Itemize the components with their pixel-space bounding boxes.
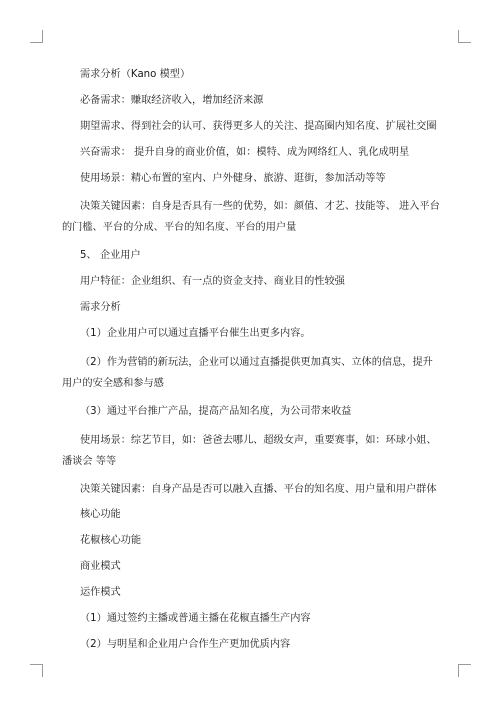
heading-core-functions: 核心功能 [80, 509, 121, 521]
operating-item-1: （1）通过签约主播或普通主播在花椒直播生产内容 [80, 613, 311, 625]
paragraph-expected-needs: 期望需求、得到社会的认可、获得更多人的关注、提高圈内知名度、扩展社交圈 [80, 120, 437, 132]
list-item-2: （2）作为营销的新玩法，企业可以通过直播提供更加真实、立体的信息，提升用户的安全感和参与感 [62, 356, 433, 389]
paragraph-usage-scenarios: 使用场景：精心布置的室内、户外健身、旅游、逛街，参加活动等等 [80, 172, 386, 184]
crop-mark-top-right [458, 30, 471, 43]
paragraph-user-traits: 用户特征：企业组织、有一点的资金支持、商业目的性较强 [80, 276, 345, 288]
paragraph-basic-needs: 必备需求：赚取经济收入，增加经济来源 [80, 94, 264, 106]
heading-business-model: 商业模式 [80, 561, 121, 573]
paragraph-enterprise-decision: 决策关键因素：自身产品是否可以融入直播、平台的知名度、用户量和用户群体 [80, 483, 437, 495]
heading-huajiao-core: 花椒核心功能 [80, 535, 142, 547]
heading-operating-model: 运作模式 [80, 587, 121, 599]
heading-kano: 需求分析（Kano 模型） [80, 69, 191, 80]
list-item-3: （3）通过平台推广产品，提高产品知名度，为公司带来收益 [80, 405, 352, 417]
document-body [62, 67, 442, 663]
list-item-1: （1）企业用户可以通过直播平台催生出更多内容。 [80, 328, 311, 340]
crop-mark-bottom-right [458, 664, 471, 677]
paragraph-excitement-needs: 兴奋需求： 提升自身的商业价值，如：模特、成为网络红人、乳化成明星 [80, 146, 410, 158]
paragraph-decision-factors: 决策关键因素：自身是否具有一些的优势，如：颜值、才艺、技能等、 进入平台的门槛、平台的分成、平台的知名度、平台的用户量 [62, 201, 440, 234]
heading-needs-analysis: 需求分析 [80, 302, 121, 314]
paragraph-enterprise-scenarios: 使用场景：综艺节目，如：爸爸去哪儿、超级女声，重要赛事，如：环球小姐、潘谈会 等等 [62, 434, 437, 467]
crop-mark-bottom-left [30, 664, 43, 677]
crop-mark-top-left [30, 30, 43, 43]
operating-item-2: （2）与明星和企业用户合作生产更加优质内容 [80, 638, 291, 650]
heading-enterprise-users: 5、 企业用户 [80, 250, 141, 262]
